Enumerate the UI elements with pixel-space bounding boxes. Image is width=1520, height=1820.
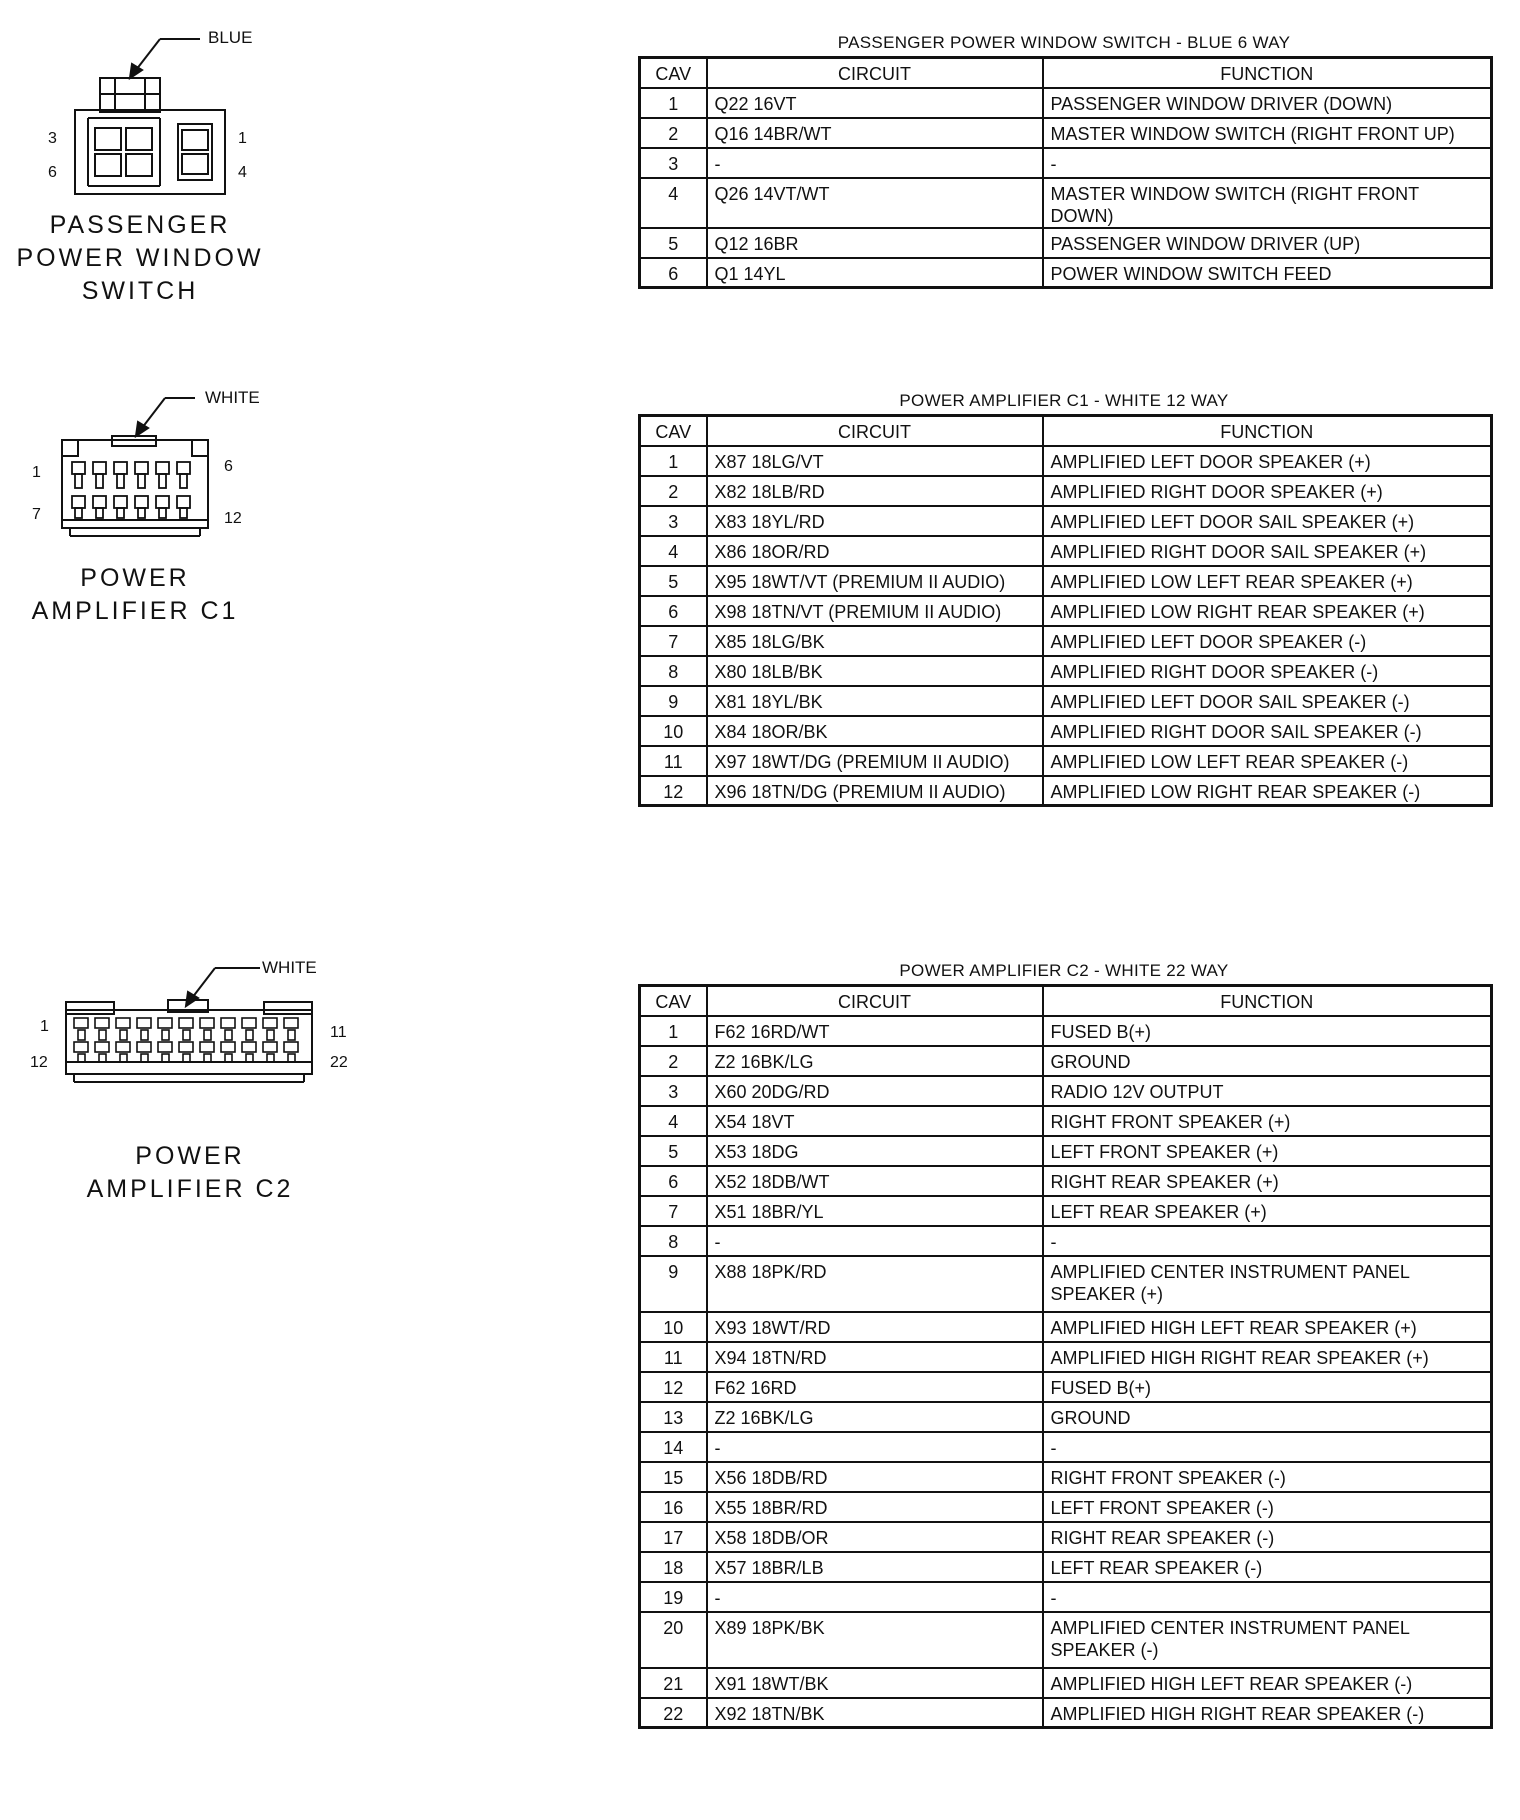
table-row	[640, 536, 1492, 566]
cavity	[156, 462, 169, 474]
cavity	[72, 496, 85, 508]
cav-cell: 17	[640, 1522, 707, 1552]
cavity	[117, 474, 124, 488]
cavity	[159, 508, 166, 518]
table-row	[640, 656, 1492, 686]
cavity	[72, 462, 85, 474]
cav-cell: 22	[640, 1698, 707, 1728]
function-cell: AMPLIFIED LEFT DOOR SAIL SPEAKER (-)	[1043, 686, 1492, 716]
header-cav: CAV	[640, 58, 707, 88]
function-cell: FUSED B(+)	[1043, 1372, 1492, 1402]
function-cell: AMPLIFIED HIGH RIGHT REAR SPEAKER (-)	[1043, 1698, 1492, 1728]
function-cell: -	[1043, 1582, 1492, 1612]
function-cell: GROUND	[1043, 1046, 1492, 1076]
cavity	[159, 474, 166, 488]
function-cell: LEFT FRONT SPEAKER (+)	[1043, 1136, 1492, 1166]
table-row	[640, 1196, 1492, 1226]
pinout-table-power-amplifier-c2	[638, 958, 1490, 1729]
connector-face-drawing	[0, 950, 360, 1150]
table-row	[640, 1046, 1492, 1076]
cav-cell: 1	[640, 446, 707, 476]
cavity	[116, 1018, 130, 1028]
function-cell: AMPLIFIED HIGH LEFT REAR SPEAKER (-)	[1043, 1668, 1492, 1698]
cavity	[200, 1042, 214, 1052]
table-row	[640, 1402, 1492, 1432]
cav-cell: 4	[640, 178, 707, 228]
function-cell: RIGHT FRONT SPEAKER (-)	[1043, 1462, 1492, 1492]
cavity	[120, 1054, 127, 1062]
cavity	[114, 496, 127, 508]
table-row	[640, 1582, 1492, 1612]
circuit-cell: X85 18LG/BK	[707, 626, 1043, 656]
circuit-cell: X93 18WT/RD	[707, 1312, 1043, 1342]
table-row	[640, 1462, 1492, 1492]
cav-cell: 19	[640, 1582, 707, 1612]
circuit-cell: -	[707, 1582, 1043, 1612]
cav-cell: 6	[640, 596, 707, 626]
table-title: POWER AMPLIFIER C1 - WHITE 12 WAY	[899, 391, 1229, 410]
circuit-cell: X86 18OR/RD	[707, 536, 1043, 566]
pin-label: 6	[48, 164, 57, 181]
table-row	[640, 1226, 1492, 1256]
pin-label: 4	[238, 164, 247, 181]
cavity	[246, 1030, 253, 1040]
circuit-cell: X88 18PK/RD	[707, 1256, 1043, 1312]
table-row	[640, 1432, 1492, 1462]
circuit-cell: X52 18DB/WT	[707, 1166, 1043, 1196]
cavity	[99, 1030, 106, 1040]
cavity	[204, 1030, 211, 1040]
table-row	[640, 1492, 1492, 1522]
circuit-cell: X98 18TN/VT (PREMIUM II AUDIO)	[707, 596, 1043, 626]
circuit-cell: Q1 14YL	[707, 258, 1043, 288]
cavity	[221, 1042, 235, 1052]
function-cell: LEFT REAR SPEAKER (-)	[1043, 1552, 1492, 1582]
table-row	[640, 1076, 1492, 1106]
connector-name	[80, 1140, 300, 1206]
cavity	[221, 1018, 235, 1028]
pin-label: 12	[224, 510, 242, 527]
cavity	[183, 1054, 190, 1062]
connector-face-drawing	[0, 380, 300, 580]
function-cell: AMPLIFIED LOW LEFT REAR SPEAKER (+)	[1043, 566, 1492, 596]
cav-cell: 13	[640, 1402, 707, 1432]
function-cell: POWER WINDOW SWITCH FEED	[1043, 258, 1492, 288]
cav-cell: 6	[640, 1166, 707, 1196]
circuit-cell: X92 18TN/BK	[707, 1698, 1043, 1728]
pin-label: 1	[32, 464, 41, 481]
connector-name-line: PASSENGER	[49, 211, 231, 239]
circuit-cell: X82 18LB/RD	[707, 476, 1043, 506]
cav-cell: 10	[640, 716, 707, 746]
cavity	[267, 1030, 274, 1040]
cavity	[75, 508, 82, 518]
cav-cell: 8	[640, 656, 707, 686]
function-cell: AMPLIFIED LEFT DOOR SAIL SPEAKER (+)	[1043, 506, 1492, 536]
circuit-cell: X89 18PK/BK	[707, 1612, 1043, 1668]
table-row	[640, 178, 1492, 228]
cavity	[204, 1054, 211, 1062]
function-cell: AMPLIFIED RIGHT DOOR SPEAKER (+)	[1043, 476, 1492, 506]
cavity	[95, 1018, 109, 1028]
connector-color-callout: BLUE	[208, 28, 253, 47]
cavity	[200, 1018, 214, 1028]
table-row	[640, 716, 1492, 746]
function-cell: AMPLIFIED HIGH RIGHT REAR SPEAKER (+)	[1043, 1342, 1492, 1372]
cavity	[242, 1018, 256, 1028]
cavity	[180, 508, 187, 518]
table-row	[640, 1136, 1492, 1166]
circuit-cell: X54 18VT	[707, 1106, 1043, 1136]
connector-name-line: POWER	[135, 1142, 245, 1170]
circuit-cell: X91 18WT/BK	[707, 1668, 1043, 1698]
cavity	[284, 1042, 298, 1052]
cavity	[177, 462, 190, 474]
pin-label: 11	[330, 1024, 347, 1041]
header-function: FUNCTION	[1043, 986, 1492, 1016]
cavity	[179, 1042, 193, 1052]
pin-label: 1	[40, 1018, 49, 1035]
cavity	[141, 1030, 148, 1040]
cav-cell: 9	[640, 686, 707, 716]
table-row	[640, 1016, 1492, 1046]
table-row	[640, 228, 1492, 258]
pin-label: 7	[32, 506, 41, 523]
table-row	[640, 1312, 1492, 1342]
circuit-cell: X51 18BR/YL	[707, 1196, 1043, 1226]
function-cell: -	[1043, 1226, 1492, 1256]
cavity	[141, 1054, 148, 1062]
cavity	[135, 462, 148, 474]
cav-cell: 11	[640, 746, 707, 776]
pin-label: 22	[330, 1054, 348, 1071]
connector-diagram-power-amplifier-c2	[0, 950, 600, 1210]
function-cell: MASTER WINDOW SWITCH (RIGHT FRONT UP)	[1043, 118, 1492, 148]
table-row	[640, 566, 1492, 596]
cavity	[177, 496, 190, 508]
cav-cell: 6	[640, 258, 707, 288]
cav-cell: 7	[640, 626, 707, 656]
table-row	[640, 88, 1492, 118]
cav-cell: 11	[640, 1342, 707, 1372]
function-cell: AMPLIFIED LEFT DOOR SPEAKER (+)	[1043, 446, 1492, 476]
circuit-cell: F62 16RD/WT	[707, 1016, 1043, 1046]
cavity	[288, 1054, 295, 1062]
circuit-cell: X87 18LG/VT	[707, 446, 1043, 476]
function-cell: AMPLIFIED CENTER INSTRUMENT PANEL SPEAKER (-)	[1043, 1612, 1492, 1668]
cav-cell: 1	[640, 1016, 707, 1046]
cav-cell: 2	[640, 118, 707, 148]
circuit-cell: Z2 16BK/LG	[707, 1402, 1043, 1432]
table-row	[640, 1698, 1492, 1728]
cavity	[74, 1042, 88, 1052]
cavity	[263, 1042, 277, 1052]
cavity	[74, 1018, 88, 1028]
pinout-table-power-amplifier-c1	[638, 388, 1490, 807]
connector-name-line: AMPLIFIER C2	[86, 1175, 294, 1203]
function-cell: AMPLIFIED RIGHT DOOR SPEAKER (-)	[1043, 656, 1492, 686]
function-cell: RIGHT REAR SPEAKER (-)	[1043, 1522, 1492, 1552]
cavity	[137, 1042, 151, 1052]
cav-cell: 7	[640, 1196, 707, 1226]
connector-name-line: AMPLIFIER C1	[31, 597, 239, 625]
pinout-table-passenger-window-switch	[638, 30, 1490, 289]
function-cell: AMPLIFIED CENTER INSTRUMENT PANEL SPEAKER (+)	[1043, 1256, 1492, 1312]
function-cell: GROUND	[1043, 1402, 1492, 1432]
table-row	[640, 626, 1492, 656]
header-circuit: CIRCUIT	[707, 58, 1043, 88]
circuit-cell: -	[707, 1226, 1043, 1256]
cavity	[179, 1018, 193, 1028]
cav-cell: 3	[640, 148, 707, 178]
circuit-cell: X53 18DG	[707, 1136, 1043, 1166]
connector-color-callout: WHITE	[262, 958, 317, 977]
cav-cell: 5	[640, 1136, 707, 1166]
cav-cell: 5	[640, 566, 707, 596]
cavity	[158, 1042, 172, 1052]
connector-diagram-power-amplifier-c1	[0, 380, 600, 640]
cavity	[180, 474, 187, 488]
function-cell: -	[1043, 1432, 1492, 1462]
cavity	[78, 1030, 85, 1040]
connector-name	[10, 209, 270, 308]
connector-name-line: SWITCH	[81, 277, 199, 305]
cavity	[120, 1030, 127, 1040]
cavity	[156, 496, 169, 508]
cav-cell: 8	[640, 1226, 707, 1256]
cavity	[225, 1054, 232, 1062]
function-cell: AMPLIFIED LOW RIGHT REAR SPEAKER (+)	[1043, 596, 1492, 626]
cav-cell: 5	[640, 228, 707, 258]
cavity	[246, 1054, 253, 1062]
table-row	[640, 1668, 1492, 1698]
circuit-cell: X58 18DB/OR	[707, 1522, 1043, 1552]
function-cell: RIGHT FRONT SPEAKER (+)	[1043, 1106, 1492, 1136]
header-circuit: CIRCUIT	[707, 986, 1043, 1016]
cavity	[114, 462, 127, 474]
function-cell: LEFT REAR SPEAKER (+)	[1043, 1196, 1492, 1226]
cavity	[116, 1042, 130, 1052]
cav-cell: 15	[640, 1462, 707, 1492]
function-cell: RIGHT REAR SPEAKER (+)	[1043, 1166, 1492, 1196]
cavity	[117, 508, 124, 518]
function-cell: AMPLIFIED LOW LEFT REAR SPEAKER (-)	[1043, 746, 1492, 776]
connector-name	[30, 562, 240, 628]
function-cell: AMPLIFIED RIGHT DOOR SAIL SPEAKER (+)	[1043, 536, 1492, 566]
table-row	[640, 258, 1492, 288]
pinout-table	[638, 56, 1493, 289]
table-row	[640, 746, 1492, 776]
function-cell: PASSENGER WINDOW DRIVER (DOWN)	[1043, 88, 1492, 118]
table-row	[640, 596, 1492, 626]
cavity	[183, 1030, 190, 1040]
pin-label: 1	[238, 130, 247, 147]
cav-cell: 4	[640, 1106, 707, 1136]
function-cell: AMPLIFIED RIGHT DOOR SAIL SPEAKER (-)	[1043, 716, 1492, 746]
table-row	[640, 686, 1492, 716]
cavity	[138, 474, 145, 488]
circuit-cell: -	[707, 148, 1043, 178]
function-cell: MASTER WINDOW SWITCH (RIGHT FRONT DOWN)	[1043, 178, 1492, 228]
table-row	[640, 1106, 1492, 1136]
circuit-cell: X96 18TN/DG (PREMIUM II AUDIO)	[707, 776, 1043, 806]
circuit-cell: X83 18YL/RD	[707, 506, 1043, 536]
circuit-cell: X57 18BR/LB	[707, 1552, 1043, 1582]
cavity	[284, 1018, 298, 1028]
cavity	[158, 1018, 172, 1028]
circuit-cell: X95 18WT/VT (PREMIUM II AUDIO)	[707, 566, 1043, 596]
cav-cell: 12	[640, 1372, 707, 1402]
function-cell: AMPLIFIED LEFT DOOR SPEAKER (-)	[1043, 626, 1492, 656]
circuit-cell: X94 18TN/RD	[707, 1342, 1043, 1372]
cavity	[78, 1054, 85, 1062]
circuit-cell: X56 18DB/RD	[707, 1462, 1043, 1492]
pinout-table	[638, 414, 1493, 807]
cav-cell: 9	[640, 1256, 707, 1312]
circuit-cell: Q16 14BR/WT	[707, 118, 1043, 148]
cavity	[75, 474, 82, 488]
table-row	[640, 118, 1492, 148]
cav-cell: 16	[640, 1492, 707, 1522]
cav-cell: 20	[640, 1612, 707, 1668]
header-function: FUNCTION	[1043, 58, 1492, 88]
table-row	[640, 1372, 1492, 1402]
function-cell: PASSENGER WINDOW DRIVER (UP)	[1043, 228, 1492, 258]
cavity	[162, 1030, 169, 1040]
cavity	[96, 474, 103, 488]
cav-cell: 3	[640, 506, 707, 536]
cavity	[263, 1018, 277, 1028]
cav-cell: 4	[640, 536, 707, 566]
table-row	[640, 506, 1492, 536]
cav-cell: 1	[640, 88, 707, 118]
circuit-cell: X80 18LB/BK	[707, 656, 1043, 686]
pin-label: 3	[48, 130, 57, 147]
circuit-cell: X81 18YL/BK	[707, 686, 1043, 716]
cav-cell: 18	[640, 1552, 707, 1582]
header-function: FUNCTION	[1043, 416, 1492, 446]
cavity	[99, 1054, 106, 1062]
circuit-cell: X84 18OR/BK	[707, 716, 1043, 746]
cavity	[93, 496, 106, 508]
cavity	[95, 1042, 109, 1052]
cavity	[137, 1018, 151, 1028]
table-row	[640, 148, 1492, 178]
cav-cell: 3	[640, 1076, 707, 1106]
cavity	[225, 1030, 232, 1040]
circuit-cell: F62 16RD	[707, 1372, 1043, 1402]
circuit-cell: Z2 16BK/LG	[707, 1046, 1043, 1076]
table-row	[640, 1522, 1492, 1552]
header-circuit: CIRCUIT	[707, 416, 1043, 446]
header-cav: CAV	[640, 416, 707, 446]
function-cell: LEFT FRONT SPEAKER (-)	[1043, 1492, 1492, 1522]
function-cell: RADIO 12V OUTPUT	[1043, 1076, 1492, 1106]
cav-cell: 12	[640, 776, 707, 806]
cavity	[267, 1054, 274, 1062]
circuit-cell: Q26 14VT/WT	[707, 178, 1043, 228]
table-title: PASSENGER POWER WINDOW SWITCH - BLUE 6 WAY	[837, 33, 1291, 52]
cavity	[93, 462, 106, 474]
connector-color-callout: WHITE	[205, 388, 260, 407]
pin-label: 12	[30, 1054, 48, 1071]
circuit-cell: X97 18WT/DG (PREMIUM II AUDIO)	[707, 746, 1043, 776]
cav-cell: 14	[640, 1432, 707, 1462]
cav-cell: 2	[640, 476, 707, 506]
connector-name-line: POWER WINDOW	[16, 244, 264, 272]
table-title: POWER AMPLIFIER C2 - WHITE 22 WAY	[899, 961, 1229, 980]
cavity	[288, 1030, 295, 1040]
cavity	[135, 496, 148, 508]
function-cell: -	[1043, 148, 1492, 178]
cavity	[138, 508, 145, 518]
table-row	[640, 476, 1492, 506]
table-row	[640, 1342, 1492, 1372]
circuit-cell: Q12 16BR	[707, 228, 1043, 258]
table-row	[640, 1552, 1492, 1582]
connector-name-line: POWER	[80, 564, 190, 592]
circuit-cell: Q22 16VT	[707, 88, 1043, 118]
function-cell: AMPLIFIED HIGH LEFT REAR SPEAKER (+)	[1043, 1312, 1492, 1342]
cav-cell: 21	[640, 1668, 707, 1698]
connector-diagram-passenger-window-switch	[0, 0, 600, 320]
header-cav: CAV	[640, 986, 707, 1016]
circuit-cell: X60 20DG/RD	[707, 1076, 1043, 1106]
table-row	[640, 776, 1492, 806]
cavity	[96, 508, 103, 518]
function-cell: AMPLIFIED LOW RIGHT REAR SPEAKER (-)	[1043, 776, 1492, 806]
circuit-cell: X55 18BR/RD	[707, 1492, 1043, 1522]
pin-label: 6	[224, 458, 233, 475]
pinout-table	[638, 984, 1493, 1729]
table-row	[640, 1166, 1492, 1196]
cav-cell: 2	[640, 1046, 707, 1076]
cavity	[242, 1042, 256, 1052]
cavity	[162, 1054, 169, 1062]
function-cell: FUSED B(+)	[1043, 1016, 1492, 1046]
table-row	[640, 1612, 1492, 1668]
table-row	[640, 1256, 1492, 1312]
table-row	[640, 446, 1492, 476]
circuit-cell: -	[707, 1432, 1043, 1462]
cav-cell: 10	[640, 1312, 707, 1342]
